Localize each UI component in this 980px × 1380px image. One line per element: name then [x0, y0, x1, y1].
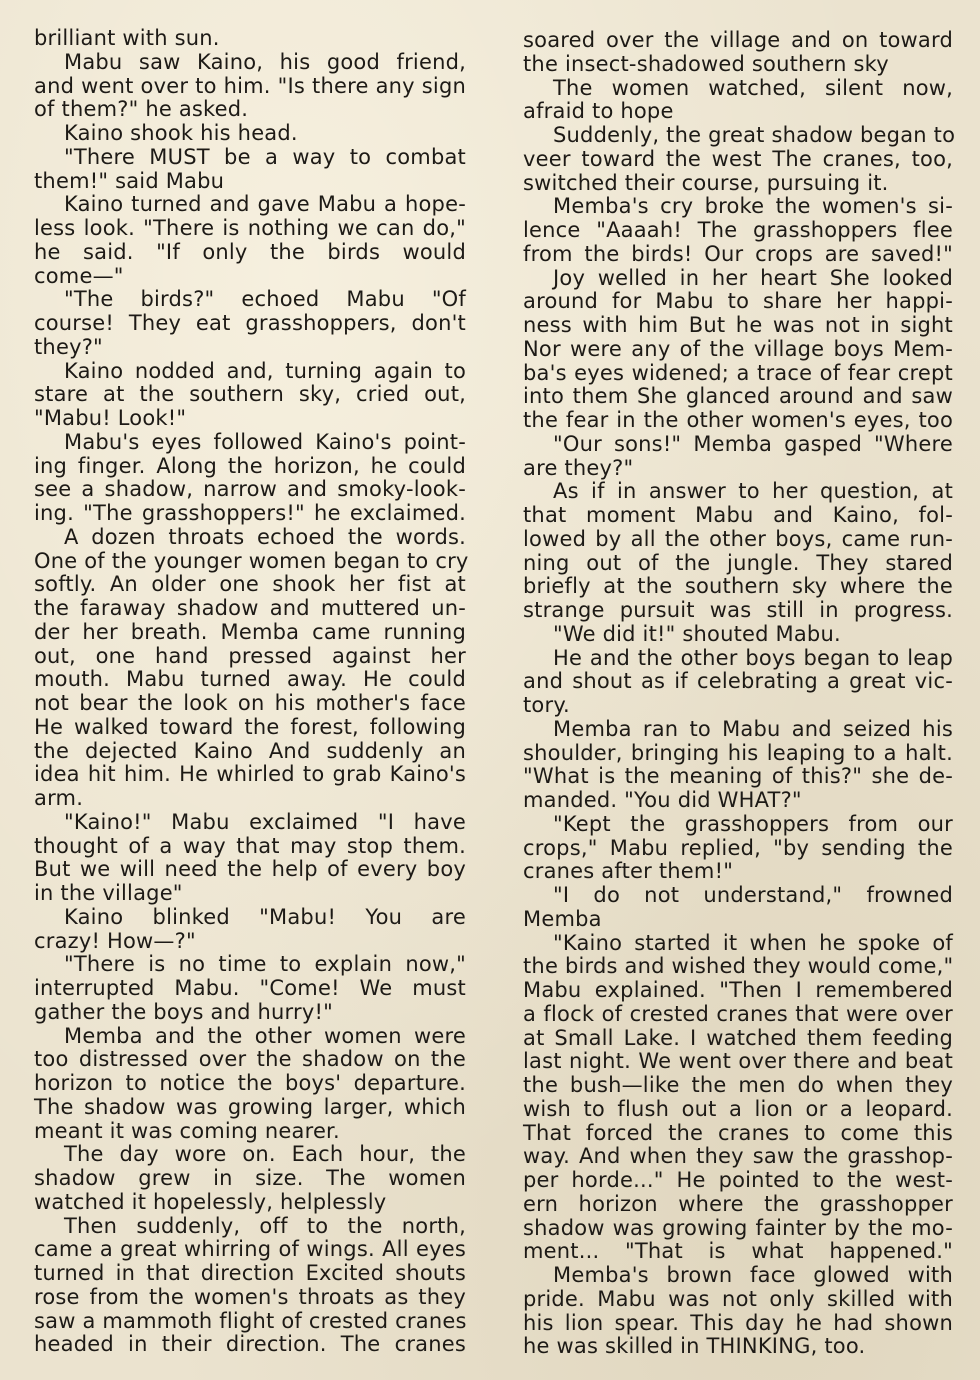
- text-line: brilliant with sun.: [34, 26, 220, 50]
- text-line: cranes after them!": [523, 859, 734, 884]
- text-line: course! They eat grasshoppers, don't: [34, 311, 466, 335]
- text-line: crazy! How—?": [34, 928, 196, 953]
- text-line: Kaino blinked "Mabu! You are: [64, 904, 466, 929]
- text-line: and went over to him. "Is there any sign: [34, 73, 466, 98]
- text-line: But we will need the help of every boy: [34, 857, 466, 882]
- text-line: the bush—like the men do when they: [523, 1073, 953, 1097]
- text-line: arm.: [34, 786, 84, 810]
- text-line: came a great whirring of wings. All eyes: [34, 1237, 466, 1262]
- text-line: One of the younger women began to cry: [34, 548, 469, 573]
- text-line: lowed by all the other boys, came run-: [523, 526, 953, 551]
- text-line: headed in their direction. The cranes: [34, 1332, 466, 1357]
- text-line: that moment Mabu and Kaino, fol-: [523, 503, 953, 527]
- text-line: Mabu's eyes followed Kaino's point-: [64, 429, 466, 454]
- text-line: turned in that direction Excited shouts: [34, 1261, 466, 1285]
- text-line: from the birds! Our crops are saved!": [523, 241, 953, 266]
- text-line: Kaino nodded and, turning again to: [64, 358, 466, 383]
- text-line: "Our sons!" Memba gasped "Where: [553, 431, 953, 456]
- text-line: briefly at the southern sky where the: [523, 574, 953, 599]
- text-line: afraid to hope: [523, 99, 674, 124]
- text-line: too distressed over the shadow on the: [34, 1047, 466, 1072]
- text-line: The women watched, silent now,: [553, 75, 953, 100]
- right-text-column: [523, 28, 956, 1359]
- text-line: the birds and wished they would come,": [523, 954, 954, 979]
- text-line: ing. "The grasshoppers!" he exclaimed.: [34, 501, 466, 525]
- text-line: "There is no time to explain now,": [64, 952, 466, 977]
- text-line: softly. An older one shook her fist at: [34, 572, 466, 597]
- text-line: "Kept the grasshoppers from our: [553, 811, 953, 836]
- text-line: less look. "There is nothing we can do,": [34, 216, 466, 240]
- text-line: the dejected Kaino And suddenly an: [34, 738, 466, 763]
- text-line: Joy welled in her heart She looked: [553, 265, 953, 290]
- text-line: Kaino turned and gave Mabu a hope-: [64, 192, 466, 217]
- text-line: last night. We went over there and beat: [523, 1049, 953, 1074]
- text-line: watched it hopelessly, helplessly: [34, 1189, 387, 1214]
- text-line: strange pursuit was still in progress.: [523, 598, 953, 622]
- text-line: wish to flush out a lion or a leopard.: [523, 1096, 953, 1121]
- text-line: he was skilled in THINKING, too.: [523, 1334, 866, 1359]
- text-line: are they?": [523, 455, 634, 480]
- text-line: Memba and the other women were: [64, 1023, 466, 1048]
- text-line: Then suddenly, off to the north,: [64, 1213, 466, 1238]
- text-line: not bear the look on his mother's face: [34, 691, 466, 715]
- text-line: rose from the women's throats as they: [34, 1284, 466, 1309]
- text-line: Memba: [523, 906, 602, 931]
- text-line: ing finger. Along the horizon, he could: [34, 453, 466, 478]
- text-line: they?": [34, 334, 103, 359]
- text-line: shoulder, bringing his leaping to a halt.: [523, 740, 953, 765]
- text-line: ness with him But he was not in sight: [523, 313, 953, 337]
- text-line: stare at the southern sky, cried out,: [34, 382, 466, 407]
- text-line: a flock of crested cranes that were over: [523, 1001, 953, 1026]
- text-line: around for Mabu to share her happi-: [523, 289, 953, 314]
- text-line: The day wore on. Each hour, the: [64, 1142, 466, 1167]
- text-line: "Mabu! Look!": [34, 406, 187, 430]
- text-line: pride. Mabu was not only skilled with: [523, 1286, 953, 1311]
- text-line: Nor were any of the village boys Mem-: [523, 336, 953, 361]
- text-line: He and the other boys began to leap: [553, 645, 953, 670]
- text-line: "I do not understand," frowned: [553, 883, 953, 907]
- text-line: gather the boys and hurry!": [34, 999, 333, 1024]
- text-line: the insect-shadowed southern sky: [523, 51, 889, 76]
- text-line: A dozen throats echoed the words.: [64, 524, 466, 549]
- text-line: thought of a way that may stop them.: [34, 833, 466, 858]
- text-line: way. And when they saw the grasshop-: [523, 1144, 953, 1169]
- text-line: lence "Aaaah! The grasshoppers flee: [523, 218, 953, 242]
- text-line: "Kaino!" Mabu exclaimed "I have: [64, 809, 466, 834]
- text-line: ning out of the jungle. They stared: [523, 550, 953, 575]
- text-line: soared over the village and on toward: [523, 28, 953, 52]
- text-line: Suddenly, the great shadow began to: [553, 123, 956, 147]
- text-line: the faraway shadow and muttered un-: [34, 596, 466, 620]
- text-line: of them?" he asked.: [34, 97, 249, 122]
- text-line: manded. "You did WHAT?": [523, 788, 802, 812]
- text-line: meant it was coming nearer.: [34, 1118, 340, 1143]
- text-line: "The birds?" echoed Mabu "Of: [64, 287, 466, 312]
- text-line: and shout as if celebrating a great vic-: [523, 669, 953, 694]
- text-line: Mabu explained. "Then I remembered: [523, 978, 953, 1002]
- text-line: "There MUST be a way to combat: [64, 144, 466, 169]
- text-line: Memba's cry broke the women's si-: [553, 194, 953, 219]
- text-line: he said. "If only the birds would: [34, 239, 466, 264]
- text-line: idea hit him. He whirled to grab Kaino's: [34, 762, 466, 787]
- text-line: crops," Mabu replied, "by sending the: [523, 835, 953, 860]
- text-line: Memba's brown face glowed with: [553, 1263, 953, 1287]
- text-line: ment... "That is what happened.": [523, 1239, 953, 1264]
- text-line: Memba ran to Mabu and seized his: [553, 716, 953, 741]
- text-line: tory.: [523, 693, 570, 717]
- text-line: come—": [34, 263, 124, 288]
- text-line: "We did it!" shouted Mabu.: [553, 621, 841, 646]
- text-line: shadow grew in size. The women: [34, 1166, 466, 1190]
- text-line: interrupted Mabu. "Come! We must: [34, 976, 466, 1000]
- text-line: der her breath. Memba came running: [34, 619, 466, 644]
- left-text-column: [34, 26, 469, 1357]
- text-line: "Kaino started it when he spoke of: [553, 930, 953, 955]
- text-line: Kaino shook his head.: [64, 121, 298, 145]
- text-line: That forced the cranes to come this: [523, 1120, 953, 1145]
- text-line: switched their course, pursuing it.: [523, 170, 889, 195]
- text-line: ern horizon where the grasshopper: [523, 1191, 953, 1216]
- text-line: shadow was growing fainter by the mo-: [523, 1215, 953, 1240]
- text-line: As if in answer to her question, at: [553, 479, 953, 504]
- text-line: at Small Lake. I watched them feeding: [523, 1025, 953, 1050]
- text-line: into them She glanced around and saw: [523, 384, 953, 409]
- text-line: saw a mammoth flight of crested cranes: [34, 1308, 467, 1333]
- text-line: Mabu saw Kaino, his good friend,: [64, 49, 466, 74]
- text-line: The shadow was growing larger, which: [34, 1094, 466, 1119]
- text-line: see a shadow, narrow and smoky-look-: [34, 477, 466, 502]
- text-line: ba's eyes widened; a trace of fear crept: [523, 360, 953, 385]
- text-line: horizon to notice the boys' departure.: [34, 1071, 466, 1095]
- text-line: mouth. Mabu turned away. He could: [34, 667, 466, 692]
- text-line: veer toward the west The cranes, too,: [523, 146, 953, 171]
- text-line: his lion spear. This day he had shown: [523, 1310, 953, 1335]
- text-line: them!" said Mabu: [34, 168, 225, 193]
- text-line: He walked toward the forest, following: [34, 714, 466, 739]
- text-line: in the village": [34, 881, 183, 905]
- text-line: "What is the meaning of this?" she de-: [523, 764, 953, 789]
- text-line: per horde..." He pointed to the west-: [523, 1168, 953, 1192]
- text-line: the fear in the other women's eyes, too: [523, 408, 953, 432]
- text-line: out, one hand pressed against her: [34, 643, 466, 668]
